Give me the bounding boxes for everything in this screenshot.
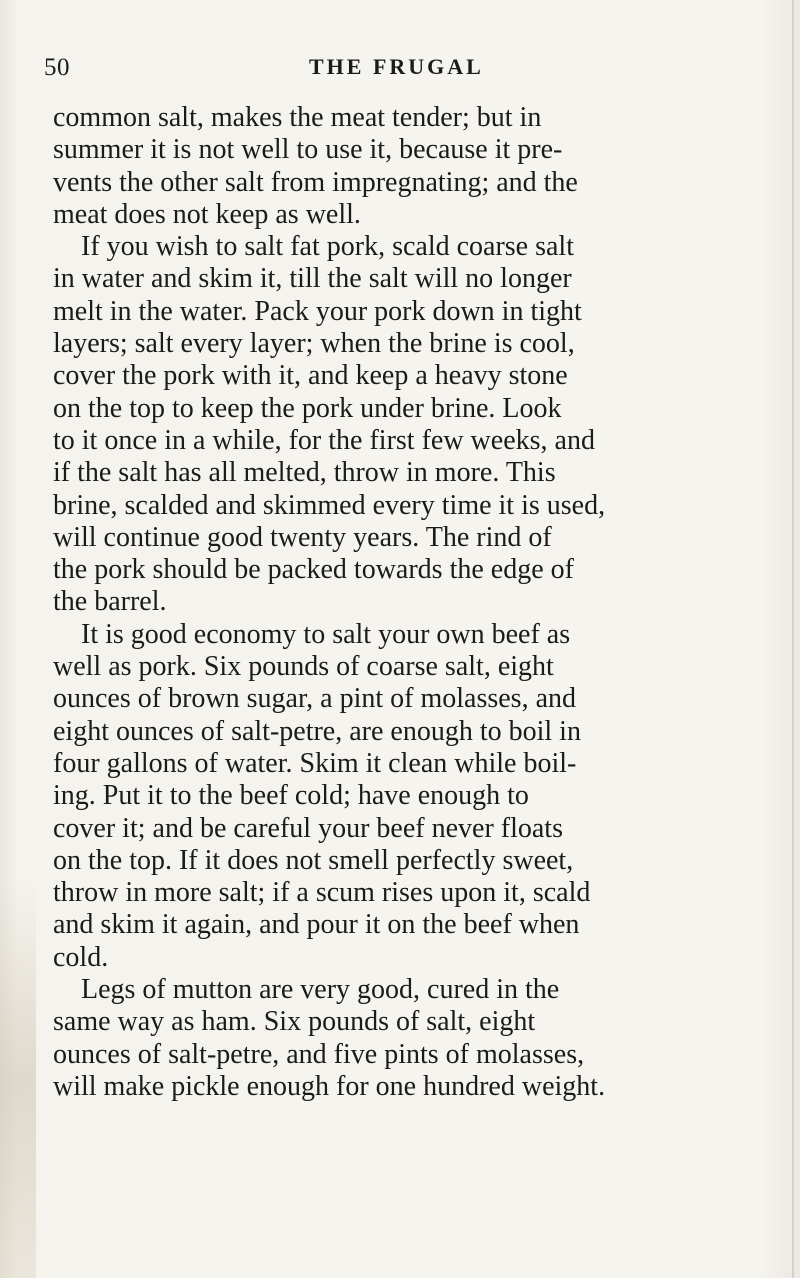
text-line: the pork should be packed towards the edge of: [53, 554, 574, 586]
page-edge-shadow: [792, 0, 794, 1278]
text-line: throw in more salt; if a scum rises upon it, scald: [53, 877, 591, 909]
text-line: Legs of mutton are very good, cured in the: [81, 974, 560, 1006]
text-line: layers; salt every layer; when the brine is cool,: [53, 328, 575, 360]
text-line: the barrel.: [53, 586, 167, 618]
text-line: common salt, makes the meat tender; but in: [53, 102, 542, 133]
text-line: to it once in a while, for the first few weeks, and: [53, 424, 595, 456]
text-line: well as pork. Six pounds of coarse salt, eight: [53, 651, 554, 683]
text-line: cover the pork with it, and keep a heavy stone: [53, 360, 568, 392]
text-line: vents the other salt from impregnating; and the: [53, 166, 578, 198]
text-line: meat does not keep as well.: [53, 198, 361, 230]
text-line: if the salt has all melted, throw in more. This: [53, 457, 556, 489]
text-line: brine, scalded and skimmed every time it is used,: [53, 489, 606, 521]
text-line: on the top. If it does not smell perfectly sweet,: [53, 844, 574, 876]
text-line: summer it is not well to use it, because it pre-: [53, 134, 563, 166]
running-head: THE FRUGAL: [309, 54, 484, 79]
text-line: ounces of salt-petre, and five pints of molasses,: [53, 1038, 585, 1070]
text-line: ounces of brown sugar, a pint of molasses, and: [53, 683, 576, 715]
text-line: It is good economy to salt your own beef as: [81, 618, 571, 650]
text-line: same way as ham. Six pounds of salt, eight: [53, 1006, 536, 1038]
text-line: four gallons of water. Skim it clean while boil-: [53, 747, 577, 779]
text-line: cover it; and be careful your beef never floats: [53, 812, 563, 844]
text-line: melt in the water. Pack your pork down in tight: [53, 295, 582, 327]
text-line: If you wish to salt fat pork, scald coarse salt: [81, 231, 574, 263]
text-line: on the top to keep the pork under brine. Look: [53, 392, 562, 424]
page-number: 50: [44, 54, 70, 81]
text-line: will continue good twenty years. The rind of: [53, 521, 552, 553]
text-line: cold.: [53, 941, 109, 973]
page-header: [44, 50, 744, 90]
body-text: [53, 102, 773, 1103]
text-line: in water and skim it, till the salt will no longer: [53, 263, 572, 295]
text-line: will make pickle enough for one hundred weight.: [53, 1070, 606, 1102]
text-line: and skim it again, and pour it on the beef when: [53, 909, 580, 941]
text-line: ing. Put it to the beef cold; have enough to: [53, 780, 529, 812]
page-stain: [0, 880, 36, 1278]
text-line: eight ounces of salt-petre, are enough to boil in: [53, 715, 581, 747]
